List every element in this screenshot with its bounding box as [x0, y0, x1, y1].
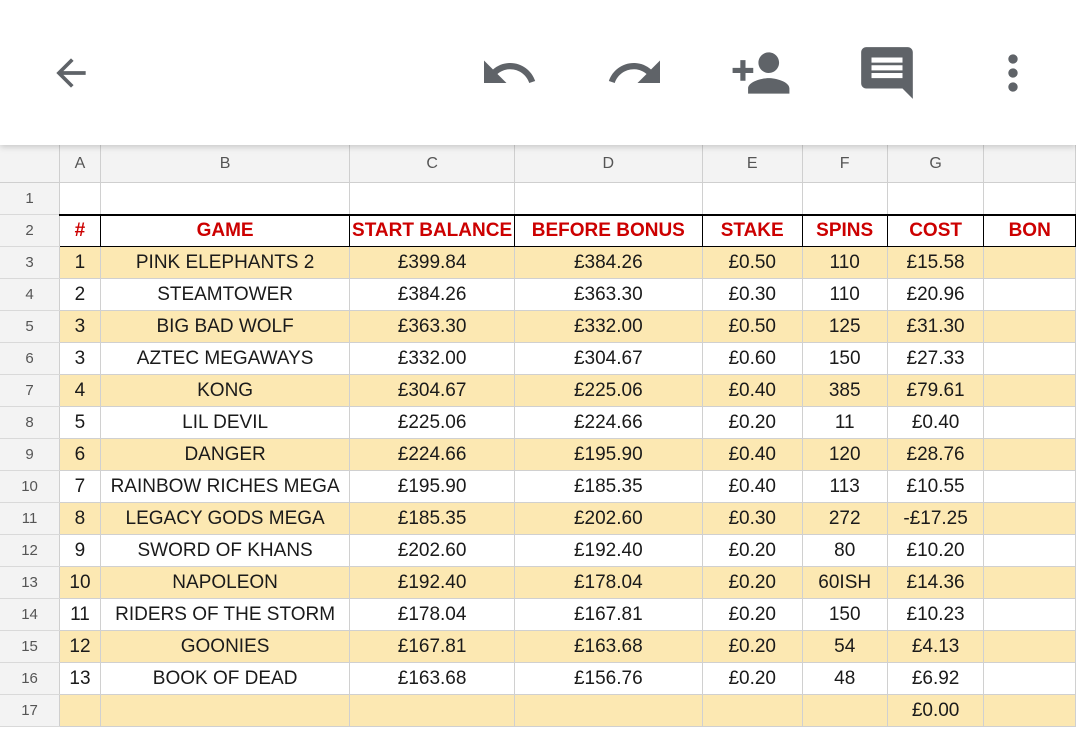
cell[interactable]	[984, 695, 1076, 727]
cell[interactable]: BIG BAD WOLF	[100, 311, 350, 343]
row-header[interactable]: 1	[0, 183, 60, 215]
cell[interactable]	[984, 567, 1076, 599]
column-header[interactable]: F	[802, 145, 887, 183]
cell[interactable]: £0.20	[702, 663, 802, 695]
cell[interactable]: £0.40	[702, 375, 802, 407]
column-header[interactable]: D	[514, 145, 702, 183]
cell[interactable]: £185.35	[350, 503, 514, 535]
cell[interactable]	[514, 695, 702, 727]
cell[interactable]	[984, 503, 1076, 535]
cell[interactable]: £0.20	[702, 631, 802, 663]
cell[interactable]	[100, 695, 350, 727]
cell[interactable]: £28.76	[887, 439, 984, 471]
table-row	[0, 567, 1076, 599]
cell[interactable]: 54	[802, 631, 887, 663]
cell[interactable]: 150	[802, 599, 887, 631]
cell[interactable]: £0.20	[702, 535, 802, 567]
cell[interactable]: 7	[60, 471, 101, 503]
cell[interactable]: 5	[60, 407, 101, 439]
cell[interactable]: £0.50	[702, 311, 802, 343]
cell[interactable]: £225.06	[514, 375, 702, 407]
cell[interactable]: £27.33	[887, 343, 984, 375]
cell[interactable]: £363.30	[350, 311, 514, 343]
column-header[interactable]: G	[887, 145, 984, 183]
redo-button[interactable]	[600, 38, 670, 108]
row-header[interactable]: 5	[0, 311, 60, 343]
table-row	[0, 311, 1076, 343]
cell[interactable]: £167.81	[350, 631, 514, 663]
cell[interactable]	[984, 439, 1076, 471]
cell[interactable]: SWORD OF KHANS	[100, 535, 350, 567]
cell[interactable]	[984, 247, 1076, 279]
more-options-button[interactable]	[978, 38, 1048, 108]
table-row	[0, 407, 1076, 439]
cell[interactable]: £304.67	[514, 343, 702, 375]
column-title-cell[interactable]: COST	[887, 215, 984, 247]
cell[interactable]: 11	[60, 599, 101, 631]
cell[interactable]: £178.04	[350, 599, 514, 631]
cell[interactable]	[60, 695, 101, 727]
cell[interactable]: LIL DEVIL	[100, 407, 350, 439]
cell[interactable]: £0.20	[702, 567, 802, 599]
table-row	[0, 471, 1076, 503]
cell[interactable]: LEGACY GODS MEGA	[100, 503, 350, 535]
row-header[interactable]: 8	[0, 407, 60, 439]
cell[interactable]: £0.00	[887, 695, 984, 727]
cell[interactable]: £31.30	[887, 311, 984, 343]
cell[interactable]: 48	[802, 663, 887, 695]
cell[interactable]: RAINBOW RICHES MEGA	[100, 471, 350, 503]
cell[interactable]: 120	[802, 439, 887, 471]
redo-icon	[605, 43, 665, 103]
cell[interactable]: 10	[60, 567, 101, 599]
row-header[interactable]: 15	[0, 631, 60, 663]
cell[interactable]: £0.20	[702, 407, 802, 439]
column-header[interactable]: C	[350, 145, 514, 183]
cell[interactable]	[984, 375, 1076, 407]
cell[interactable]: £202.60	[350, 535, 514, 567]
table-row	[0, 695, 1076, 727]
undo-button[interactable]	[474, 38, 544, 108]
cell[interactable]: £163.68	[514, 631, 702, 663]
column-header[interactable]	[984, 145, 1076, 183]
column-title-cell[interactable]: GAME	[100, 215, 350, 247]
cell[interactable]: 13	[60, 663, 101, 695]
cell[interactable]: -£17.25	[887, 503, 984, 535]
cell[interactable]: DANGER	[100, 439, 350, 471]
table-row	[0, 439, 1076, 471]
row-header[interactable]: 14	[0, 599, 60, 631]
cell[interactable]: 110	[802, 279, 887, 311]
cell[interactable]: £6.92	[887, 663, 984, 695]
cell[interactable]	[984, 183, 1076, 215]
cell[interactable]: BOOK OF DEAD	[100, 663, 350, 695]
column-title-cell[interactable]: #	[60, 215, 101, 247]
cell[interactable]	[702, 183, 802, 215]
cell[interactable]	[984, 535, 1076, 567]
cell[interactable]	[984, 599, 1076, 631]
cell[interactable]: £332.00	[350, 343, 514, 375]
cell[interactable]: £0.30	[702, 279, 802, 311]
row-header[interactable]: 16	[0, 663, 60, 695]
cell[interactable]: £15.58	[887, 247, 984, 279]
cell[interactable]: 60ISH	[802, 567, 887, 599]
column-title-cell[interactable]: BON	[984, 215, 1076, 247]
cell[interactable]: £195.90	[350, 471, 514, 503]
cell[interactable]: 125	[802, 311, 887, 343]
cell[interactable]: £79.61	[887, 375, 984, 407]
comment-button[interactable]	[852, 38, 922, 108]
cell[interactable]: £10.55	[887, 471, 984, 503]
undo-icon	[479, 43, 539, 103]
cell[interactable]: RIDERS OF THE STORM	[100, 599, 350, 631]
cell[interactable]: £0.60	[702, 343, 802, 375]
cell[interactable]: £225.06	[350, 407, 514, 439]
cell[interactable]: £332.00	[514, 311, 702, 343]
cell[interactable]: 4	[60, 375, 101, 407]
cell[interactable]: 6	[60, 439, 101, 471]
cell[interactable]: £14.36	[887, 567, 984, 599]
cell[interactable]: 3	[60, 311, 101, 343]
cell[interactable]: £156.76	[514, 663, 702, 695]
cell[interactable]: PINK ELEPHANTS 2	[100, 247, 350, 279]
row-header[interactable]: 4	[0, 279, 60, 311]
cell[interactable]: £304.67	[350, 375, 514, 407]
cell[interactable]	[350, 183, 514, 215]
cell[interactable]: 11	[802, 407, 887, 439]
row-header[interactable]: 7	[0, 375, 60, 407]
cell[interactable]	[100, 183, 350, 215]
row-header[interactable]: 13	[0, 567, 60, 599]
cell[interactable]: £20.96	[887, 279, 984, 311]
cell[interactable]: £192.40	[350, 567, 514, 599]
cell[interactable]: £163.68	[350, 663, 514, 695]
cell[interactable]: 1	[60, 247, 101, 279]
cell[interactable]: 12	[60, 631, 101, 663]
data-table	[0, 145, 1076, 727]
cell[interactable]: 272	[802, 503, 887, 535]
row-header[interactable]: 2	[0, 215, 60, 247]
cell[interactable]	[350, 695, 514, 727]
app-toolbar	[0, 0, 1076, 145]
table-row	[0, 503, 1076, 535]
column-header[interactable]: A	[60, 145, 101, 183]
cell[interactable]	[984, 631, 1076, 663]
cell[interactable]: £4.13	[887, 631, 984, 663]
comment-icon	[856, 42, 918, 104]
add-person-button[interactable]	[726, 38, 796, 108]
cell[interactable]	[984, 407, 1076, 439]
select-all-corner[interactable]	[0, 145, 60, 183]
cell[interactable]: £178.04	[514, 567, 702, 599]
table-row	[0, 183, 1076, 215]
cell[interactable]: £167.81	[514, 599, 702, 631]
cell[interactable]: £202.60	[514, 503, 702, 535]
cell[interactable]: GOONIES	[100, 631, 350, 663]
cell[interactable]	[887, 183, 984, 215]
table-row	[0, 631, 1076, 663]
cell[interactable]: £195.90	[514, 439, 702, 471]
table-row	[0, 279, 1076, 311]
row-header[interactable]: 10	[0, 471, 60, 503]
cell[interactable]: £0.40	[702, 439, 802, 471]
row-header[interactable]: 6	[0, 343, 60, 375]
cell[interactable]: £224.66	[350, 439, 514, 471]
cell[interactable]: £384.26	[514, 247, 702, 279]
cell[interactable]: 3	[60, 343, 101, 375]
cell[interactable]: 150	[802, 343, 887, 375]
cell[interactable]: 9	[60, 535, 101, 567]
table-row	[0, 247, 1076, 279]
cell[interactable]	[984, 663, 1076, 695]
cell[interactable]	[802, 183, 887, 215]
cell[interactable]: £384.26	[350, 279, 514, 311]
cell[interactable]: STEAMTOWER	[100, 279, 350, 311]
table-row	[0, 215, 1076, 247]
cell[interactable]: £0.50	[702, 247, 802, 279]
cell[interactable]: 2	[60, 279, 101, 311]
arrow-back-icon	[49, 51, 93, 95]
more-vert-icon	[985, 45, 1041, 101]
cell[interactable]: £185.35	[514, 471, 702, 503]
row-header[interactable]: 12	[0, 535, 60, 567]
cell[interactable]	[984, 471, 1076, 503]
cell[interactable]: AZTEC MEGAWAYS	[100, 343, 350, 375]
column-title-cell[interactable]: SPINS	[802, 215, 887, 247]
back-button[interactable]	[36, 38, 106, 108]
table-row	[0, 535, 1076, 567]
cell[interactable]	[984, 279, 1076, 311]
table-row	[0, 343, 1076, 375]
cell[interactable]: 110	[802, 247, 887, 279]
cell[interactable]	[984, 311, 1076, 343]
cell[interactable]: NAPOLEON	[100, 567, 350, 599]
table-row	[0, 663, 1076, 695]
cell[interactable]	[514, 183, 702, 215]
cell[interactable]: £0.30	[702, 503, 802, 535]
person-add-icon	[730, 42, 792, 104]
cell[interactable]	[60, 183, 101, 215]
column-header[interactable]: B	[100, 145, 350, 183]
row-header[interactable]: 17	[0, 695, 60, 727]
cell[interactable]: 80	[802, 535, 887, 567]
spreadsheet-grid[interactable]	[0, 145, 1076, 733]
cell[interactable]: 385	[802, 375, 887, 407]
cell[interactable]	[984, 343, 1076, 375]
table-row	[0, 599, 1076, 631]
cell[interactable]: 8	[60, 503, 101, 535]
row-header[interactable]: 3	[0, 247, 60, 279]
cell[interactable]: £0.40	[702, 471, 802, 503]
row-header[interactable]: 9	[0, 439, 60, 471]
cell[interactable]: £224.66	[514, 407, 702, 439]
table-row	[0, 375, 1076, 407]
column-title-cell[interactable]: BEFORE BONUS	[514, 215, 702, 247]
cell[interactable]: £10.23	[887, 599, 984, 631]
cell[interactable]	[802, 695, 887, 727]
cell[interactable]: £0.20	[702, 599, 802, 631]
row-header[interactable]: 11	[0, 503, 60, 535]
column-title-cell[interactable]: STAKE	[702, 215, 802, 247]
cell[interactable]: 113	[802, 471, 887, 503]
cell[interactable]: £192.40	[514, 535, 702, 567]
column-title-cell[interactable]: START BALANCE	[350, 215, 514, 247]
cell[interactable]: £10.20	[887, 535, 984, 567]
cell[interactable]: £399.84	[350, 247, 514, 279]
cell[interactable]: £0.40	[887, 407, 984, 439]
cell[interactable]: £363.30	[514, 279, 702, 311]
column-header[interactable]: E	[702, 145, 802, 183]
cell[interactable]: KONG	[100, 375, 350, 407]
cell[interactable]	[702, 695, 802, 727]
